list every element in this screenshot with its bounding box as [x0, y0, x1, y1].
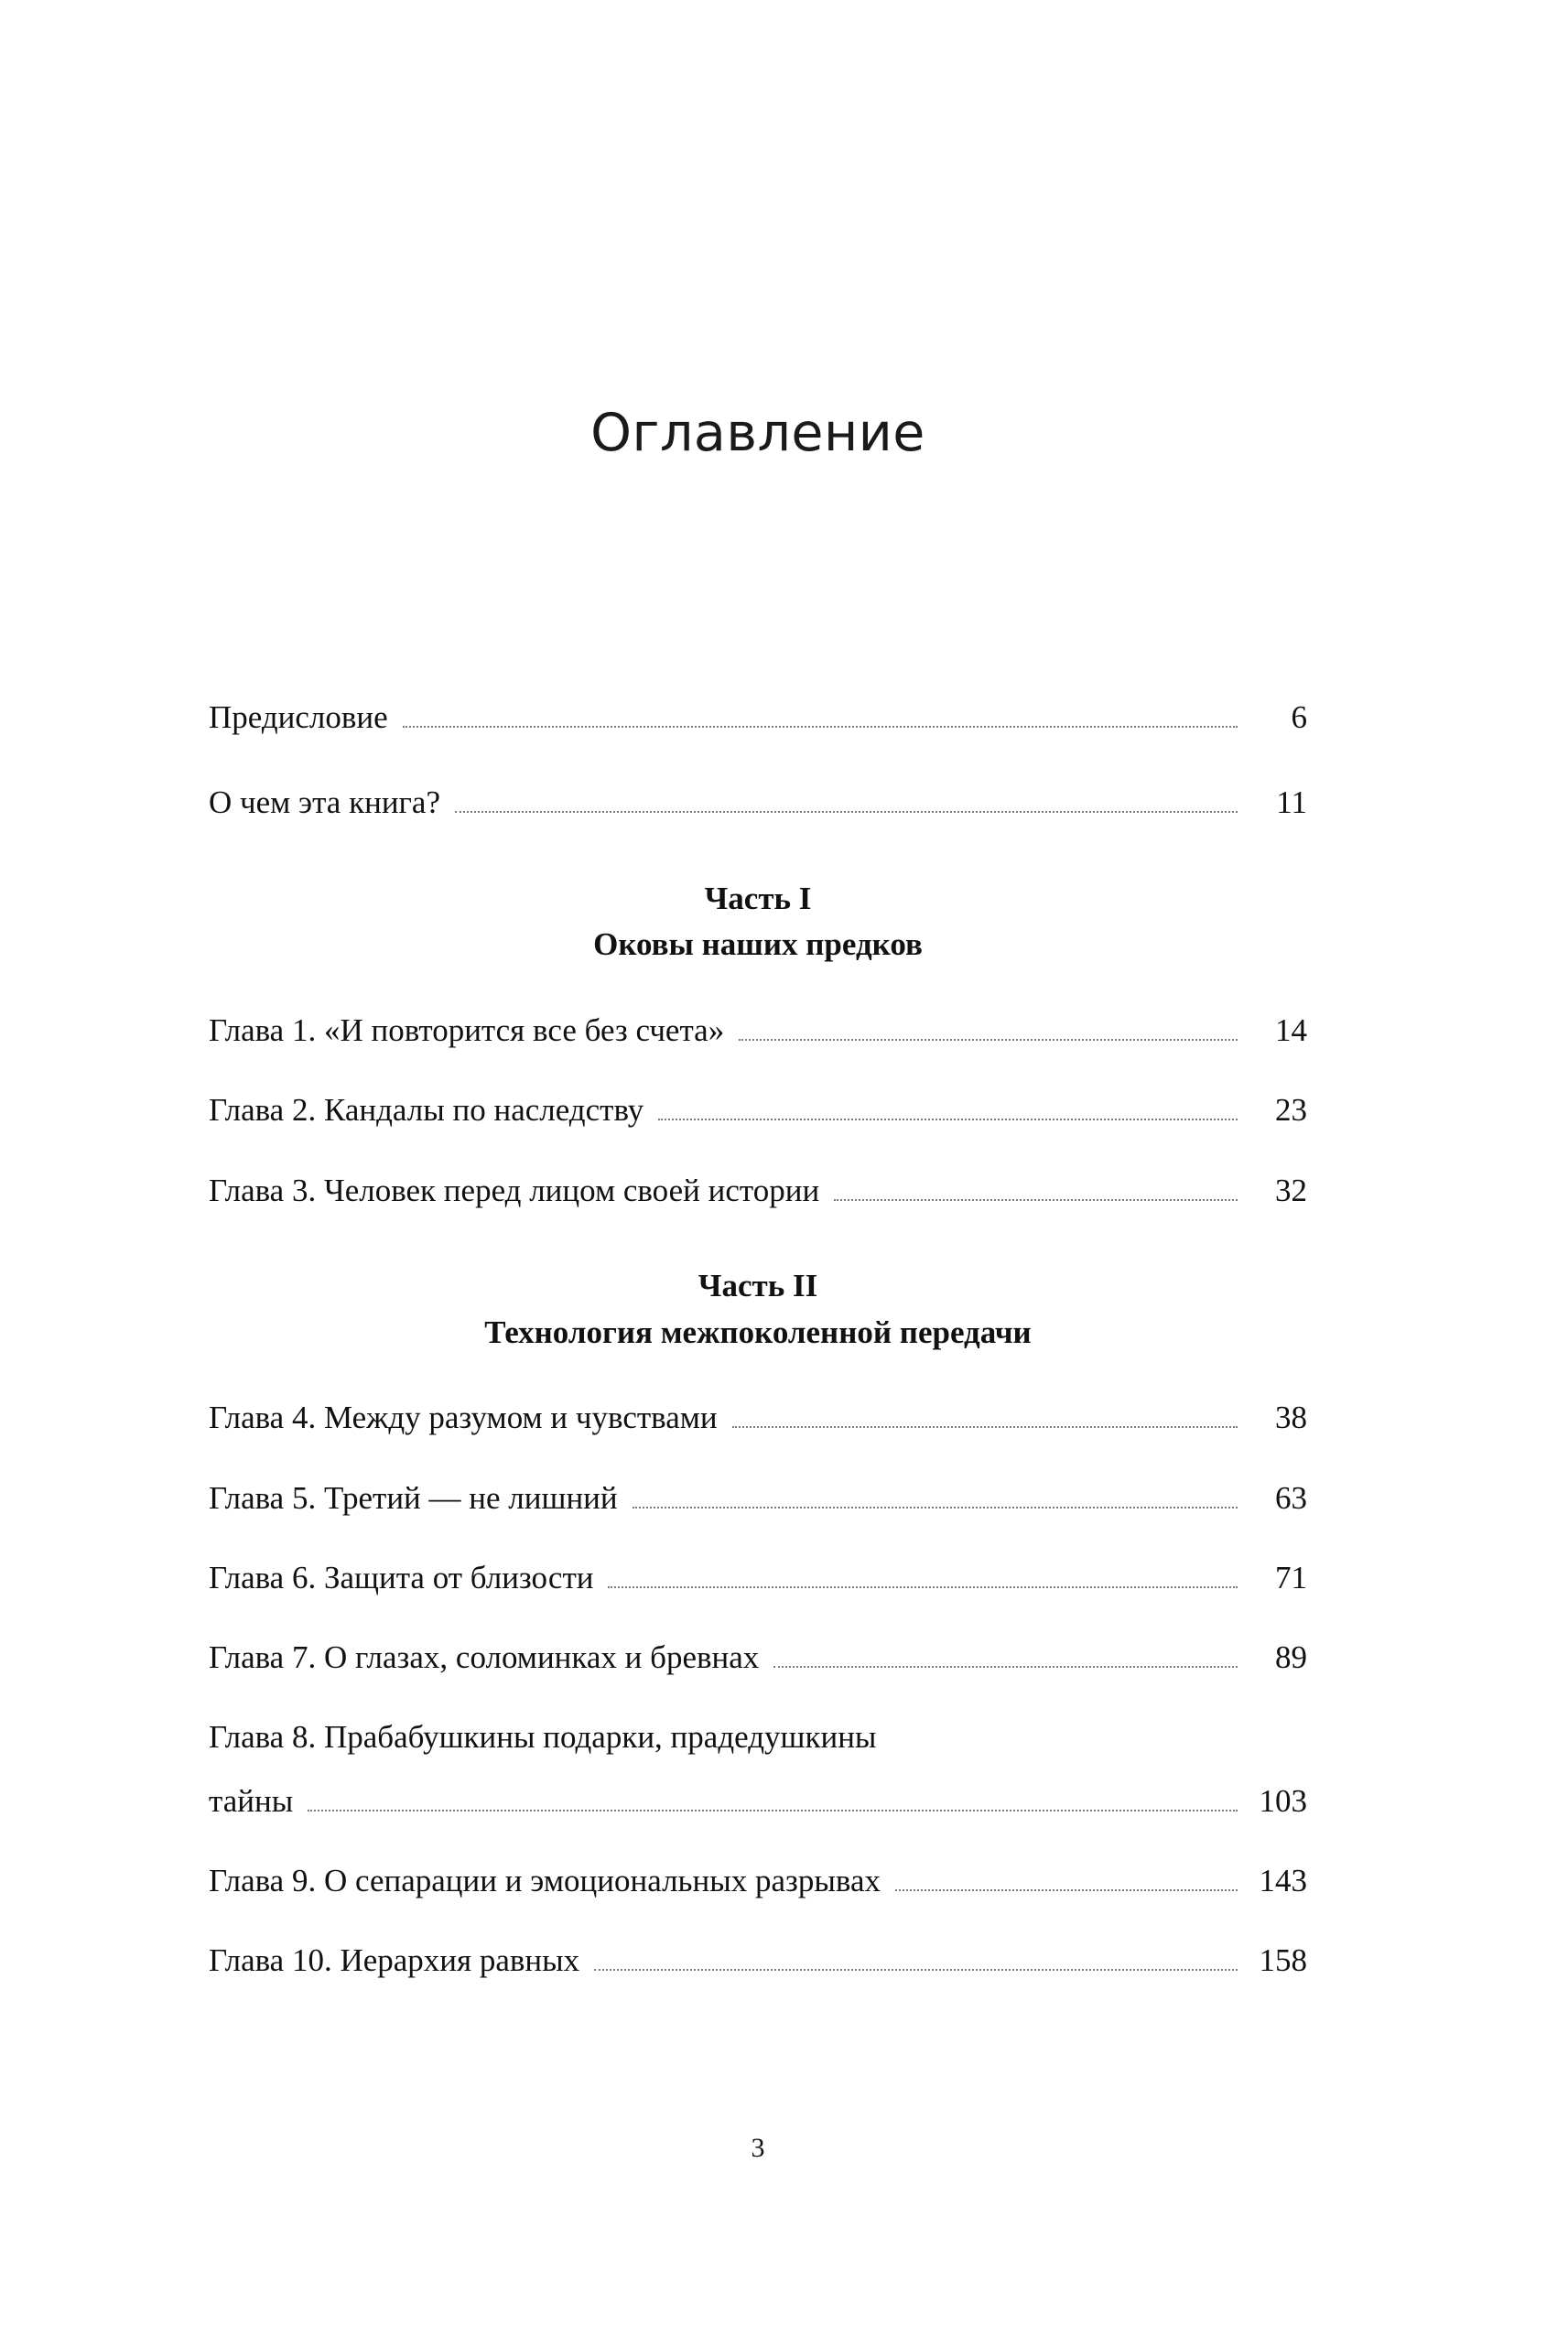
toc-entry-chapter-2[interactable]	[209, 1088, 1307, 1131]
page-folio: 3	[751, 2133, 765, 2163]
toc-entry-label: Глава 2. Кандалы по наследству	[209, 1092, 644, 1129]
toc-entry-label-continued: тайны	[209, 1782, 294, 1819]
dot-leader	[403, 725, 1238, 728]
toc-entry-label: Глава 8. Прабабушкины подарки, прадедушкины	[209, 1719, 877, 1756]
toc-entry-chapter-6[interactable]	[209, 1556, 1307, 1599]
toc-entry-chapter-7[interactable]	[209, 1636, 1307, 1679]
part-number: Часть I	[704, 880, 812, 916]
toc-entry-page: 38	[1275, 1400, 1307, 1436]
toc-entry-preface[interactable]	[209, 696, 1307, 739]
dot-leader	[895, 1888, 1238, 1891]
toc-entry-page: 63	[1275, 1479, 1307, 1516]
dot-leader	[633, 1506, 1238, 1509]
toc-entry-page: 14	[1275, 1012, 1307, 1048]
toc-entry-page: 23	[1275, 1092, 1307, 1129]
dot-leader	[308, 1809, 1238, 1811]
toc-entry-chapter-1[interactable]	[209, 1009, 1307, 1052]
toc-entry-page: 143	[1259, 1862, 1307, 1898]
dot-leader	[732, 1425, 1238, 1428]
toc-entry-label: О чем эта книга?	[209, 784, 440, 821]
toc-entry-label: Предисловие	[209, 699, 388, 735]
part-name: Технология межпоколенной передачи	[484, 1314, 1032, 1350]
dot-leader	[739, 1038, 1238, 1041]
toc-entry-label: Глава 10. Иерархия равных	[209, 1942, 580, 1978]
toc-entry-page: 103	[1259, 1782, 1307, 1819]
part-number: Часть II	[697, 1267, 818, 1303]
toc-entry-label: Глава 6. Защита от близости	[209, 1559, 594, 1595]
part-heading-2	[209, 1263, 1307, 1357]
dot-leader	[834, 1198, 1238, 1201]
toc-entry-label: Глава 4. Между разумом и чувствами	[209, 1400, 718, 1436]
part-name: Оковы наших предков	[593, 926, 923, 963]
toc-entry-page: 32	[1275, 1172, 1307, 1208]
page-title: Оглавление	[590, 403, 925, 463]
dot-leader	[594, 1968, 1238, 1971]
toc-entry-chapter-5[interactable]	[209, 1476, 1307, 1519]
toc-entry-label: Глава 3. Человек перед лицом своей истории	[209, 1172, 820, 1208]
toc-entry-about-book[interactable]	[209, 781, 1307, 824]
toc-list	[209, 696, 1307, 2018]
toc-entry-label: Глава 1. «И повторится все без счета»	[209, 1012, 725, 1048]
toc-entry-page: 6	[1291, 699, 1307, 735]
toc-content	[209, 0, 1307, 2336]
dot-leader	[608, 1585, 1238, 1588]
toc-entry-label: Глава 7. О глазах, соломинках и бревнах	[209, 1639, 760, 1675]
dot-leader	[455, 810, 1238, 813]
toc-entry-chapter-3[interactable]	[209, 1169, 1307, 1212]
toc-entry-page: 11	[1276, 784, 1307, 821]
part-heading-1	[209, 876, 1307, 969]
dot-leader	[658, 1118, 1238, 1120]
toc-entry-page: 71	[1275, 1559, 1307, 1595]
toc-entry-chapter-10[interactable]	[209, 1939, 1307, 1982]
toc-entry-page: 158	[1259, 1942, 1307, 1978]
toc-entry-chapter-4[interactable]	[209, 1396, 1307, 1439]
toc-entry-chapter-8[interactable]	[209, 1715, 1307, 1822]
toc-entry-chapter-9[interactable]	[209, 1859, 1307, 1902]
toc-entry-page: 89	[1275, 1639, 1307, 1675]
toc-entry-label: Глава 9. О сепарации и эмоциональных разрывах	[209, 1862, 881, 1898]
toc-entry-label: Глава 5. Третий — не лишний	[209, 1479, 618, 1516]
dot-leader	[773, 1665, 1238, 1668]
